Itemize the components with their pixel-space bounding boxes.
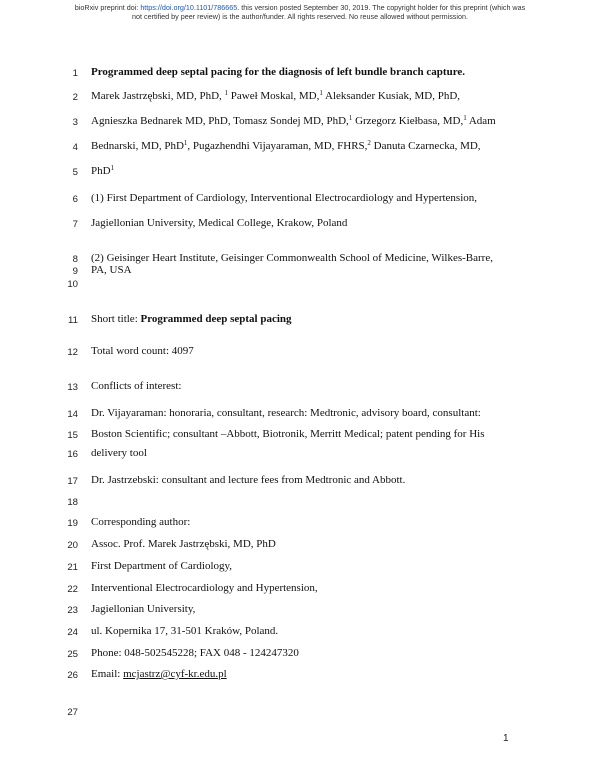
line-number: 22 <box>67 584 78 595</box>
line-number: 24 <box>67 627 78 638</box>
page-number: 1 <box>503 733 509 744</box>
affiliation-1-line-1: (1) First Department of Cardiology, Interventional Electrocardiology and Hypertension, <box>91 192 478 204</box>
line-number: 3 <box>72 117 78 128</box>
header-line-1 <box>20 3 580 12</box>
line-number: 11 <box>68 315 78 326</box>
line-number: 4 <box>72 142 78 153</box>
line-number: 15 <box>67 430 78 441</box>
email-link[interactable]: mcjastrz@cyf-kr.edu.pl <box>123 668 227 680</box>
header-suffix: . this version posted September 30, 2019. The copyright holder for this preprint (which was <box>237 3 526 12</box>
conflict-line: Dr. Vijayaraman: honoraria, consultant, research: Medtronic, advisory board, consultant: <box>91 407 481 419</box>
preprint-header <box>20 3 580 21</box>
affiliation-2-line-1: (2) Geisinger Heart Institute, Geisinger Commonwealth School of Medicine, Wilkes-Barre, <box>91 252 493 264</box>
corresponding-address: ul. Kopernika 17, 31-501 Kraków, Poland. <box>91 625 279 637</box>
line-number: 23 <box>67 605 78 616</box>
corresponding-university: Jagiellonian University, <box>91 603 196 615</box>
header-prefix: bioRxiv preprint doi: <box>74 3 141 12</box>
corresponding-dept: First Department of Cardiology, <box>91 560 233 572</box>
authors-line-4: PhD$^1$ <box>91 164 115 177</box>
authors-line-2: Agnieszka Bednarek MD, PhD, Tomasz Sondej MD, PhD,$^1$ Grzegorz Kiełbasa, MD,$^1$ Adam <box>91 114 496 127</box>
line-number: 20 <box>67 540 78 551</box>
line-number: 9 <box>72 266 78 277</box>
corresponding-heading: Corresponding author: <box>91 516 191 528</box>
line-number: 17 <box>67 476 78 487</box>
conflict-line: Boston Scientific; consultant –Abbott, Biotronik, Merritt Medical; patent pending for His <box>91 428 485 440</box>
corresponding-name: Assoc. Prof. Marek Jastrzębski, MD, PhD <box>91 538 276 550</box>
line-number: 2 <box>72 92 78 103</box>
line-number: 18 <box>67 497 78 508</box>
line-number: 5 <box>72 167 78 178</box>
header-line-2: not certified by peer review) is the author/funder. All rights reserved. No reuse allowed without permission. <box>132 12 468 21</box>
line-number: 21 <box>67 562 78 573</box>
line-number: 13 <box>67 382 78 393</box>
corresponding-dept-2: Interventional Electrocardiology and Hypertension, <box>91 582 318 594</box>
word-count: Total word count: 4097 <box>91 345 194 357</box>
corresponding-phone: Phone: 048-502545228; FAX 048 - 124247320 <box>91 647 299 659</box>
line-number: 14 <box>67 409 78 420</box>
line-number: 12 <box>67 347 78 358</box>
short-title: Short title: Programmed deep septal pacing <box>91 313 292 325</box>
line-number: 8 <box>72 254 78 265</box>
conflicts-heading: Conflicts of interest: <box>91 380 182 392</box>
line-number: 27 <box>67 707 78 718</box>
affiliation-1-line-2: Jagiellonian University, Medical College, Krakow, Poland <box>91 217 348 229</box>
authors-line-3: Bednarski, MD, PhD$^1$, Pugazhendhi Vijayaraman, MD, FHRS,$^2$ Danuta Czarnecka, MD, <box>91 139 481 152</box>
corresponding-email-line: Email: mcjastrz@cyf-kr.edu.pl <box>91 668 227 680</box>
line-number: 1 <box>72 68 78 79</box>
line-number: 6 <box>72 194 78 205</box>
line-number: 25 <box>67 649 78 660</box>
line-number: 10 <box>67 279 78 290</box>
conflict-line: delivery tool <box>91 447 147 459</box>
line-number: 7 <box>72 219 78 230</box>
affiliation-2-line-2: PA, USA <box>91 264 132 276</box>
doi-link[interactable]: https://doi.org/10.1101/786665 <box>140 3 238 12</box>
line-number: 16 <box>67 449 78 460</box>
line-number: 19 <box>67 518 78 529</box>
conflict-line: Dr. Jastrzebski: consultant and lecture fees from Medtronic and Abbott. <box>91 474 406 486</box>
paper-title: Programmed deep septal pacing for the diagnosis of left bundle branch capture. <box>91 66 466 78</box>
line-number: 26 <box>67 670 78 681</box>
authors-line-1: Marek Jastrzębski, MD, PhD, $^1$ Paweł Moskal, MD,$^1$ Aleksander Kusiak, MD, PhD, <box>91 89 461 102</box>
